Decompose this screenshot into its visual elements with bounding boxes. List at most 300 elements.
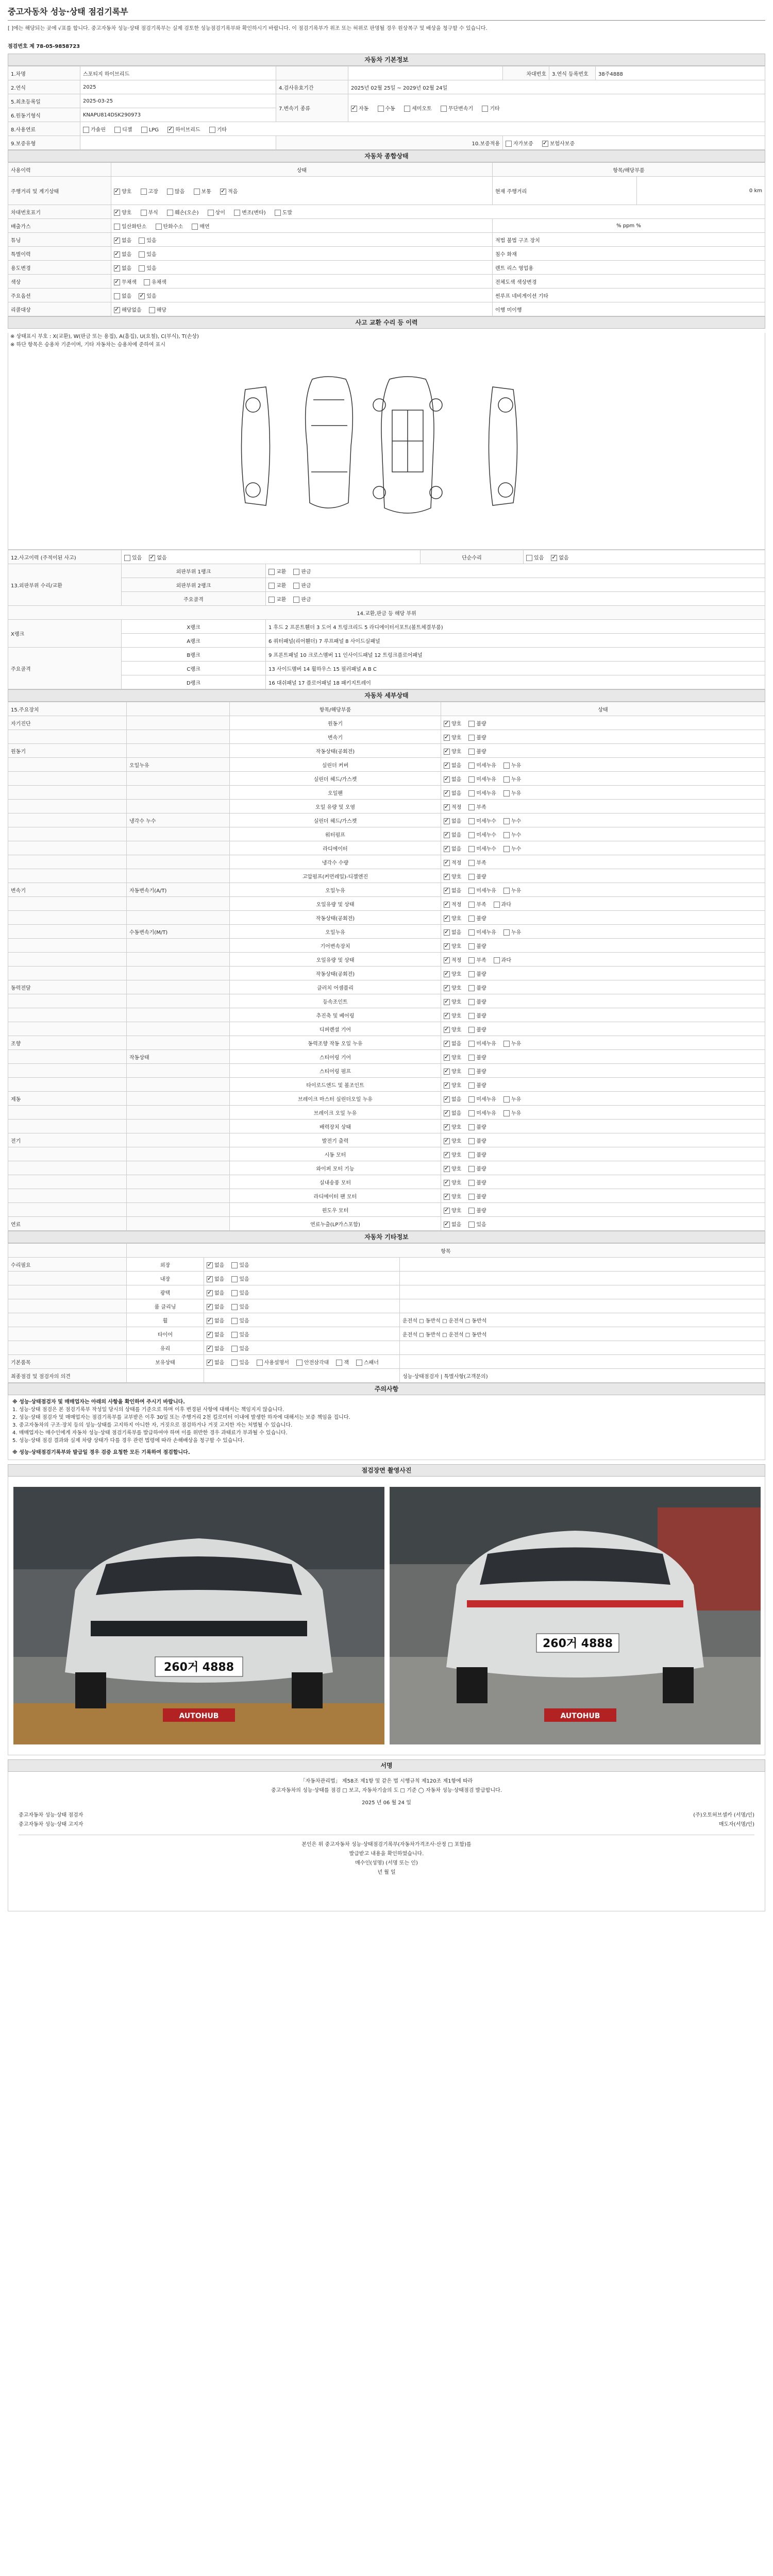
- checkbox-option[interactable]: [468, 997, 486, 1005]
- checkbox[interactable]: [468, 1208, 475, 1214]
- checkbox-option[interactable]: [444, 733, 461, 741]
- checkbox-option[interactable]: [468, 747, 486, 755]
- checkbox-option[interactable]: [114, 208, 131, 216]
- checkbox-option[interactable]: [356, 1358, 379, 1366]
- checkbox[interactable]: [468, 1082, 475, 1089]
- checkbox-option[interactable]: [468, 1164, 486, 1172]
- checkbox[interactable]: [231, 1290, 238, 1296]
- checkbox-option[interactable]: [468, 775, 496, 783]
- checkbox-option[interactable]: [194, 187, 211, 195]
- checkbox-option[interactable]: [139, 292, 156, 299]
- checkbox-option[interactable]: [468, 956, 486, 963]
- checkbox-option[interactable]: [293, 595, 311, 603]
- checkbox-option[interactable]: [444, 1137, 461, 1144]
- checkbox-option[interactable]: [468, 858, 486, 866]
- checkbox-option[interactable]: [503, 1039, 521, 1047]
- checkbox[interactable]: [444, 804, 450, 810]
- checkbox-option[interactable]: [444, 928, 461, 936]
- checkbox-option[interactable]: [444, 775, 461, 783]
- checkbox[interactable]: [293, 583, 299, 589]
- checkbox[interactable]: [268, 583, 275, 589]
- checkbox[interactable]: [444, 1041, 450, 1047]
- checkbox[interactable]: [444, 1055, 450, 1061]
- checkbox-option[interactable]: [296, 1358, 329, 1366]
- checkbox-option[interactable]: [336, 1358, 349, 1366]
- checkbox[interactable]: [468, 1180, 475, 1186]
- checkbox-option[interactable]: [444, 984, 461, 991]
- checkbox-option[interactable]: [268, 595, 286, 603]
- checkbox[interactable]: [207, 1304, 213, 1310]
- checkbox[interactable]: [444, 1180, 450, 1186]
- checkbox-option[interactable]: [231, 1330, 249, 1338]
- checkbox[interactable]: [468, 1138, 475, 1144]
- checkbox-option[interactable]: [220, 187, 238, 195]
- checkbox[interactable]: [444, 762, 450, 769]
- checkbox-option[interactable]: [114, 264, 131, 272]
- checkbox-option[interactable]: [444, 1081, 461, 1089]
- checkbox-option[interactable]: [231, 1275, 249, 1282]
- checkbox[interactable]: [444, 999, 450, 1005]
- checkbox-option[interactable]: [444, 719, 461, 727]
- checkbox[interactable]: [156, 224, 162, 230]
- checkbox[interactable]: [503, 929, 510, 936]
- checkbox-option[interactable]: [167, 187, 184, 195]
- checkbox-option[interactable]: [444, 803, 461, 810]
- checkbox-option[interactable]: [468, 1178, 486, 1186]
- checkbox-option[interactable]: [444, 1178, 461, 1186]
- checkbox-option[interactable]: [141, 208, 158, 216]
- checkbox[interactable]: [444, 888, 450, 894]
- checkbox-option[interactable]: [441, 104, 473, 112]
- checkbox-option[interactable]: [468, 789, 496, 796]
- checkbox[interactable]: [444, 1152, 450, 1158]
- checkbox-option[interactable]: [231, 1289, 249, 1296]
- checkbox-option[interactable]: [468, 1095, 496, 1103]
- checkbox[interactable]: [468, 832, 475, 838]
- checkbox[interactable]: [468, 1124, 475, 1130]
- checkbox[interactable]: [231, 1360, 238, 1366]
- checkbox-option[interactable]: [468, 817, 496, 824]
- checkbox-option[interactable]: [468, 970, 486, 977]
- checkbox-option[interactable]: [468, 1039, 496, 1047]
- checkbox-option[interactable]: [444, 858, 461, 866]
- checkbox[interactable]: [444, 846, 450, 852]
- checkbox-option[interactable]: [468, 1011, 486, 1019]
- checkbox-option[interactable]: [141, 187, 158, 195]
- checkbox-option[interactable]: [207, 1330, 224, 1338]
- checkbox[interactable]: [468, 1194, 475, 1200]
- checkbox[interactable]: [468, 1096, 475, 1103]
- checkbox-option[interactable]: [468, 1067, 486, 1075]
- checkbox[interactable]: [378, 106, 384, 112]
- checkbox-option[interactable]: [444, 747, 461, 755]
- checkbox-option[interactable]: [114, 250, 131, 258]
- checkbox[interactable]: [207, 1318, 213, 1324]
- checkbox-option[interactable]: [114, 222, 146, 230]
- checkbox-option[interactable]: [468, 1109, 496, 1116]
- checkbox[interactable]: [293, 597, 299, 603]
- checkbox-option[interactable]: [209, 125, 227, 133]
- checkbox-option[interactable]: [114, 278, 137, 285]
- checkbox[interactable]: [444, 790, 450, 796]
- checkbox[interactable]: [444, 1222, 450, 1228]
- checkbox[interactable]: [139, 251, 145, 258]
- checkbox[interactable]: [444, 1194, 450, 1200]
- checkbox[interactable]: [503, 888, 510, 894]
- checkbox-option[interactable]: [494, 956, 511, 963]
- checkbox-option[interactable]: [468, 1137, 486, 1144]
- checkbox-option[interactable]: [149, 306, 166, 313]
- checkbox-option[interactable]: [444, 1192, 461, 1200]
- checkbox[interactable]: [468, 804, 475, 810]
- checkbox-option[interactable]: [268, 581, 286, 589]
- checkbox[interactable]: [444, 943, 450, 950]
- checkbox-option[interactable]: [444, 1053, 461, 1061]
- checkbox[interactable]: [468, 916, 475, 922]
- checkbox-option[interactable]: [167, 208, 198, 216]
- checkbox[interactable]: [257, 1360, 263, 1366]
- checkbox[interactable]: [275, 210, 281, 216]
- checkbox[interactable]: [542, 141, 548, 147]
- checkbox[interactable]: [494, 957, 500, 963]
- checkbox[interactable]: [468, 1110, 475, 1116]
- checkbox-option[interactable]: [207, 1316, 224, 1324]
- checkbox[interactable]: [114, 279, 120, 285]
- checkbox[interactable]: [444, 874, 450, 880]
- checkbox-option[interactable]: [231, 1344, 249, 1352]
- checkbox[interactable]: [209, 127, 215, 133]
- checkbox[interactable]: [208, 210, 214, 216]
- checkbox-option[interactable]: [468, 1081, 486, 1089]
- checkbox-option[interactable]: [207, 1358, 224, 1366]
- checkbox-option[interactable]: [114, 125, 132, 133]
- checkbox[interactable]: [207, 1262, 213, 1268]
- checkbox[interactable]: [468, 1041, 475, 1047]
- checkbox-option[interactable]: [444, 1150, 461, 1158]
- checkbox-option[interactable]: [257, 1358, 289, 1366]
- checkbox-option[interactable]: [444, 831, 461, 838]
- checkbox-option[interactable]: [468, 803, 486, 810]
- checkbox[interactable]: [144, 279, 150, 285]
- checkbox[interactable]: [231, 1318, 238, 1324]
- checkbox[interactable]: [336, 1360, 342, 1366]
- checkbox-option[interactable]: [156, 222, 183, 230]
- checkbox[interactable]: [444, 971, 450, 977]
- checkbox[interactable]: [494, 902, 500, 908]
- checkbox[interactable]: [444, 832, 450, 838]
- checkbox-option[interactable]: [503, 1095, 521, 1103]
- checkbox[interactable]: [526, 555, 532, 561]
- checkbox[interactable]: [114, 238, 120, 244]
- checkbox-option[interactable]: [192, 222, 209, 230]
- checkbox-option[interactable]: [468, 1206, 486, 1214]
- checkbox[interactable]: [468, 749, 475, 755]
- checkbox[interactable]: [404, 106, 410, 112]
- checkbox[interactable]: [124, 555, 130, 561]
- checkbox[interactable]: [468, 790, 475, 796]
- checkbox-option[interactable]: [526, 553, 544, 561]
- checkbox-option[interactable]: [444, 900, 461, 908]
- checkbox[interactable]: [114, 251, 120, 258]
- checkbox-option[interactable]: [404, 104, 432, 112]
- checkbox[interactable]: [468, 1013, 475, 1019]
- checkbox-option[interactable]: [503, 775, 521, 783]
- checkbox-option[interactable]: [234, 208, 265, 216]
- checkbox-option[interactable]: [275, 208, 292, 216]
- checkbox[interactable]: [468, 888, 475, 894]
- checkbox-option[interactable]: [444, 1220, 461, 1228]
- checkbox[interactable]: [141, 189, 147, 195]
- checkbox[interactable]: [444, 1096, 450, 1103]
- checkbox-option[interactable]: [139, 250, 156, 258]
- checkbox-option[interactable]: [444, 1109, 461, 1116]
- checkbox[interactable]: [468, 1152, 475, 1158]
- checkbox-option[interactable]: [444, 1067, 461, 1075]
- checkbox-option[interactable]: [503, 831, 521, 838]
- checkbox-option[interactable]: [468, 942, 486, 950]
- checkbox-option[interactable]: [444, 886, 461, 894]
- checkbox[interactable]: [141, 127, 147, 133]
- checkbox-option[interactable]: [149, 553, 166, 561]
- checkbox[interactable]: [167, 210, 173, 216]
- checkbox[interactable]: [444, 1166, 450, 1172]
- checkbox[interactable]: [207, 1360, 213, 1366]
- checkbox-option[interactable]: [293, 581, 311, 589]
- checkbox-option[interactable]: [468, 761, 496, 769]
- checkbox[interactable]: [194, 189, 200, 195]
- checkbox[interactable]: [468, 721, 475, 727]
- checkbox[interactable]: [114, 307, 120, 313]
- checkbox[interactable]: [167, 189, 173, 195]
- checkbox-option[interactable]: [468, 928, 496, 936]
- checkbox-option[interactable]: [231, 1358, 249, 1366]
- checkbox[interactable]: [231, 1346, 238, 1352]
- checkbox[interactable]: [231, 1332, 238, 1338]
- checkbox[interactable]: [506, 141, 512, 147]
- checkbox[interactable]: [167, 127, 174, 133]
- checkbox-option[interactable]: [444, 956, 461, 963]
- checkbox[interactable]: [268, 569, 275, 575]
- checkbox-option[interactable]: [503, 844, 521, 852]
- checkbox[interactable]: [114, 224, 120, 230]
- checkbox[interactable]: [468, 957, 475, 963]
- checkbox-option[interactable]: [444, 1039, 461, 1047]
- checkbox[interactable]: [468, 1069, 475, 1075]
- checkbox[interactable]: [444, 1138, 450, 1144]
- checkbox-option[interactable]: [139, 236, 156, 244]
- checkbox[interactable]: [114, 210, 120, 216]
- checkbox[interactable]: [139, 293, 145, 299]
- checkbox-option[interactable]: [351, 104, 368, 112]
- checkbox-option[interactable]: [444, 1095, 461, 1103]
- checkbox[interactable]: [503, 1096, 510, 1103]
- checkbox-option[interactable]: [444, 1206, 461, 1214]
- checkbox-option[interactable]: [167, 125, 200, 133]
- checkbox-option[interactable]: [444, 817, 461, 824]
- checkbox[interactable]: [192, 224, 198, 230]
- checkbox[interactable]: [444, 1027, 450, 1033]
- checkbox[interactable]: [444, 1208, 450, 1214]
- checkbox[interactable]: [444, 902, 450, 908]
- checkbox[interactable]: [551, 555, 557, 561]
- checkbox[interactable]: [468, 1166, 475, 1172]
- checkbox-option[interactable]: [468, 719, 486, 727]
- checkbox-option[interactable]: [444, 970, 461, 977]
- checkbox-option[interactable]: [444, 789, 461, 796]
- checkbox[interactable]: [114, 265, 120, 272]
- checkbox[interactable]: [444, 1013, 450, 1019]
- checkbox[interactable]: [468, 860, 475, 866]
- checkbox-option[interactable]: [444, 1123, 461, 1130]
- checkbox[interactable]: [503, 1110, 510, 1116]
- checkbox[interactable]: [503, 818, 510, 824]
- checkbox-option[interactable]: [468, 914, 486, 922]
- checkbox[interactable]: [356, 1360, 362, 1366]
- checkbox-option[interactable]: [468, 844, 496, 852]
- checkbox-option[interactable]: [231, 1302, 249, 1310]
- checkbox-option[interactable]: [444, 761, 461, 769]
- checkbox-option[interactable]: [268, 567, 286, 575]
- checkbox[interactable]: [231, 1262, 238, 1268]
- checkbox-option[interactable]: [503, 886, 521, 894]
- checkbox[interactable]: [444, 721, 450, 727]
- checkbox[interactable]: [444, 916, 450, 922]
- checkbox[interactable]: [503, 790, 510, 796]
- checkbox-option[interactable]: [468, 872, 486, 880]
- checkbox-option[interactable]: [378, 104, 395, 112]
- checkbox[interactable]: [503, 1041, 510, 1047]
- checkbox-option[interactable]: [468, 984, 486, 991]
- checkbox[interactable]: [207, 1332, 213, 1338]
- checkbox[interactable]: [83, 127, 89, 133]
- checkbox-option[interactable]: [503, 761, 521, 769]
- checkbox[interactable]: [468, 735, 475, 741]
- checkbox[interactable]: [468, 929, 475, 936]
- checkbox-option[interactable]: [207, 1289, 224, 1296]
- checkbox[interactable]: [207, 1290, 213, 1296]
- checkbox-option[interactable]: [444, 1164, 461, 1172]
- checkbox[interactable]: [444, 957, 450, 963]
- checkbox[interactable]: [468, 846, 475, 852]
- checkbox-option[interactable]: [444, 997, 461, 1005]
- checkbox[interactable]: [468, 776, 475, 783]
- checkbox[interactable]: [139, 238, 145, 244]
- checkbox[interactable]: [114, 127, 121, 133]
- checkbox-option[interactable]: [468, 900, 486, 908]
- checkbox[interactable]: [503, 762, 510, 769]
- checkbox[interactable]: [468, 762, 475, 769]
- checkbox[interactable]: [444, 1110, 450, 1116]
- checkbox[interactable]: [503, 846, 510, 852]
- checkbox-option[interactable]: [551, 553, 568, 561]
- checkbox-option[interactable]: [114, 292, 131, 299]
- checkbox[interactable]: [503, 832, 510, 838]
- checkbox-option[interactable]: [293, 567, 311, 575]
- checkbox[interactable]: [468, 999, 475, 1005]
- checkbox[interactable]: [503, 776, 510, 783]
- checkbox[interactable]: [114, 189, 120, 195]
- checkbox-option[interactable]: [207, 1275, 224, 1282]
- checkbox-option[interactable]: [444, 844, 461, 852]
- checkbox[interactable]: [468, 1055, 475, 1061]
- checkbox[interactable]: [234, 210, 240, 216]
- checkbox-option[interactable]: [468, 1220, 486, 1228]
- checkbox[interactable]: [444, 776, 450, 783]
- checkbox-option[interactable]: [207, 1344, 224, 1352]
- checkbox-option[interactable]: [494, 900, 511, 908]
- checkbox[interactable]: [468, 985, 475, 991]
- checkbox[interactable]: [468, 1027, 475, 1033]
- checkbox[interactable]: [468, 943, 475, 950]
- checkbox-option[interactable]: [444, 942, 461, 950]
- checkbox-option[interactable]: [503, 789, 521, 796]
- checkbox-option[interactable]: [468, 831, 496, 838]
- checkbox-option[interactable]: [208, 208, 225, 216]
- checkbox-option[interactable]: [468, 886, 496, 894]
- checkbox-option[interactable]: [444, 872, 461, 880]
- checkbox-option[interactable]: [207, 1261, 224, 1268]
- checkbox[interactable]: [351, 106, 357, 112]
- checkbox[interactable]: [468, 902, 475, 908]
- checkbox-option[interactable]: [141, 127, 159, 133]
- checkbox-option[interactable]: [114, 187, 131, 195]
- checkbox[interactable]: [293, 569, 299, 575]
- checkbox-option[interactable]: [542, 139, 575, 147]
- checkbox-option[interactable]: [468, 1123, 486, 1130]
- checkbox[interactable]: [444, 1082, 450, 1089]
- checkbox[interactable]: [141, 210, 147, 216]
- checkbox-option[interactable]: [139, 264, 156, 272]
- checkbox-option[interactable]: [144, 278, 166, 285]
- checkbox-option[interactable]: [114, 236, 131, 244]
- checkbox[interactable]: [468, 1222, 475, 1228]
- checkbox-option[interactable]: [468, 1025, 486, 1033]
- checkbox[interactable]: [441, 106, 447, 112]
- checkbox[interactable]: [444, 1124, 450, 1130]
- checkbox[interactable]: [468, 971, 475, 977]
- checkbox[interactable]: [149, 555, 155, 561]
- checkbox-option[interactable]: [444, 1025, 461, 1033]
- checkbox[interactable]: [444, 818, 450, 824]
- checkbox[interactable]: [296, 1360, 303, 1366]
- checkbox[interactable]: [444, 929, 450, 936]
- checkbox-option[interactable]: [231, 1316, 249, 1324]
- checkbox-option[interactable]: [503, 817, 521, 824]
- checkbox-option[interactable]: [124, 553, 142, 561]
- checkbox[interactable]: [114, 293, 120, 299]
- checkbox[interactable]: [444, 1069, 450, 1075]
- checkbox-option[interactable]: [503, 928, 521, 936]
- checkbox[interactable]: [231, 1276, 238, 1282]
- checkbox-option[interactable]: [468, 1053, 486, 1061]
- checkbox[interactable]: [268, 597, 275, 603]
- checkbox-option[interactable]: [83, 125, 106, 133]
- checkbox[interactable]: [139, 265, 145, 272]
- checkbox[interactable]: [149, 307, 155, 313]
- checkbox-option[interactable]: [506, 139, 533, 147]
- checkbox[interactable]: [468, 818, 475, 824]
- checkbox[interactable]: [207, 1346, 213, 1352]
- checkbox-option[interactable]: [468, 1192, 486, 1200]
- checkbox-option[interactable]: [468, 1150, 486, 1158]
- checkbox-option[interactable]: [207, 1302, 224, 1310]
- checkbox-option[interactable]: [482, 104, 499, 112]
- checkbox-option[interactable]: [503, 1109, 521, 1116]
- checkbox[interactable]: [444, 860, 450, 866]
- checkbox[interactable]: [444, 735, 450, 741]
- checkbox[interactable]: [220, 189, 226, 195]
- checkbox[interactable]: [482, 106, 488, 112]
